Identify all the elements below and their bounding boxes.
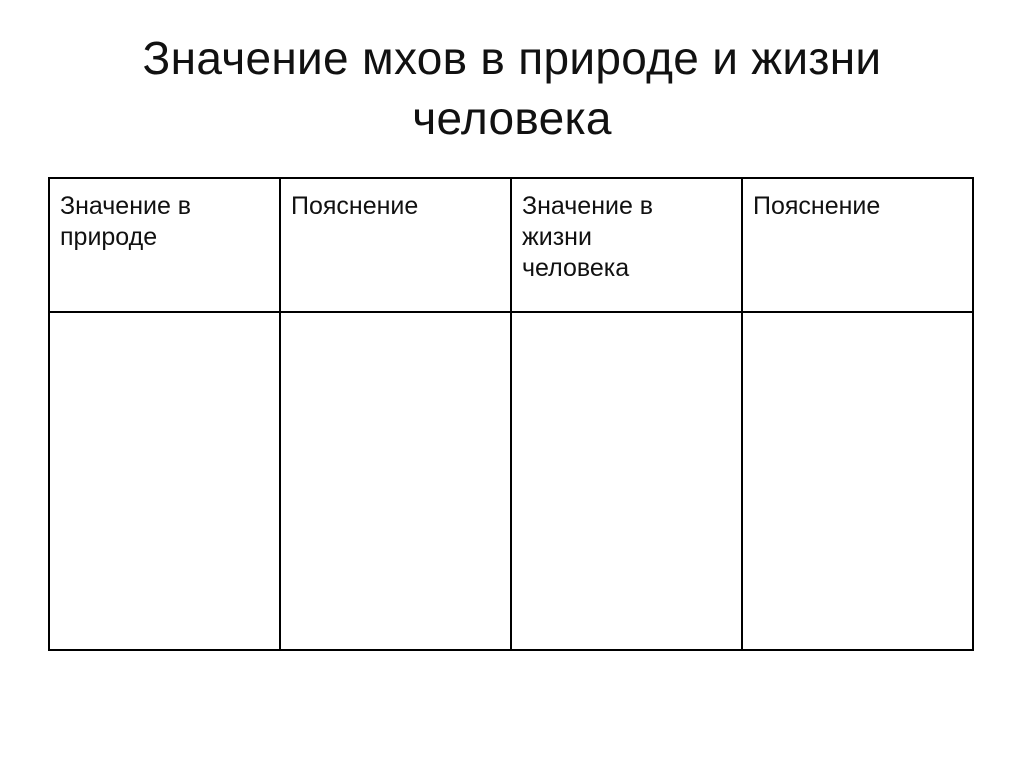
- header-explanation-1: [280, 178, 511, 312]
- slide-title-line-1: Значение мхов в природе и жизни: [142, 32, 882, 84]
- table-row: [49, 312, 973, 650]
- slide-title-line-2: человека: [412, 92, 612, 144]
- table-cell-human-value[interactable]: [511, 312, 742, 650]
- header-human-value: [511, 178, 742, 312]
- header-cell-line: Пояснение: [291, 192, 419, 220]
- header-cell-line: Значение в: [60, 192, 192, 220]
- table-cell-nature-value[interactable]: [49, 312, 280, 650]
- table-cell-explanation-1[interactable]: [280, 312, 511, 650]
- table-cell-explanation-2[interactable]: [742, 312, 973, 650]
- header-explanation-2: [742, 178, 973, 312]
- worksheet-table: [48, 177, 974, 651]
- header-cell-line: человека: [522, 254, 630, 282]
- header-cell-line: Пояснение: [753, 192, 881, 220]
- header-cell-line: Значение в: [522, 192, 654, 220]
- header-cell-line: природе: [60, 223, 158, 251]
- table-header-row: [49, 178, 973, 312]
- header-cell-line: жизни: [522, 223, 592, 251]
- slide-title: [40, 28, 984, 148]
- header-nature-value: [49, 178, 280, 312]
